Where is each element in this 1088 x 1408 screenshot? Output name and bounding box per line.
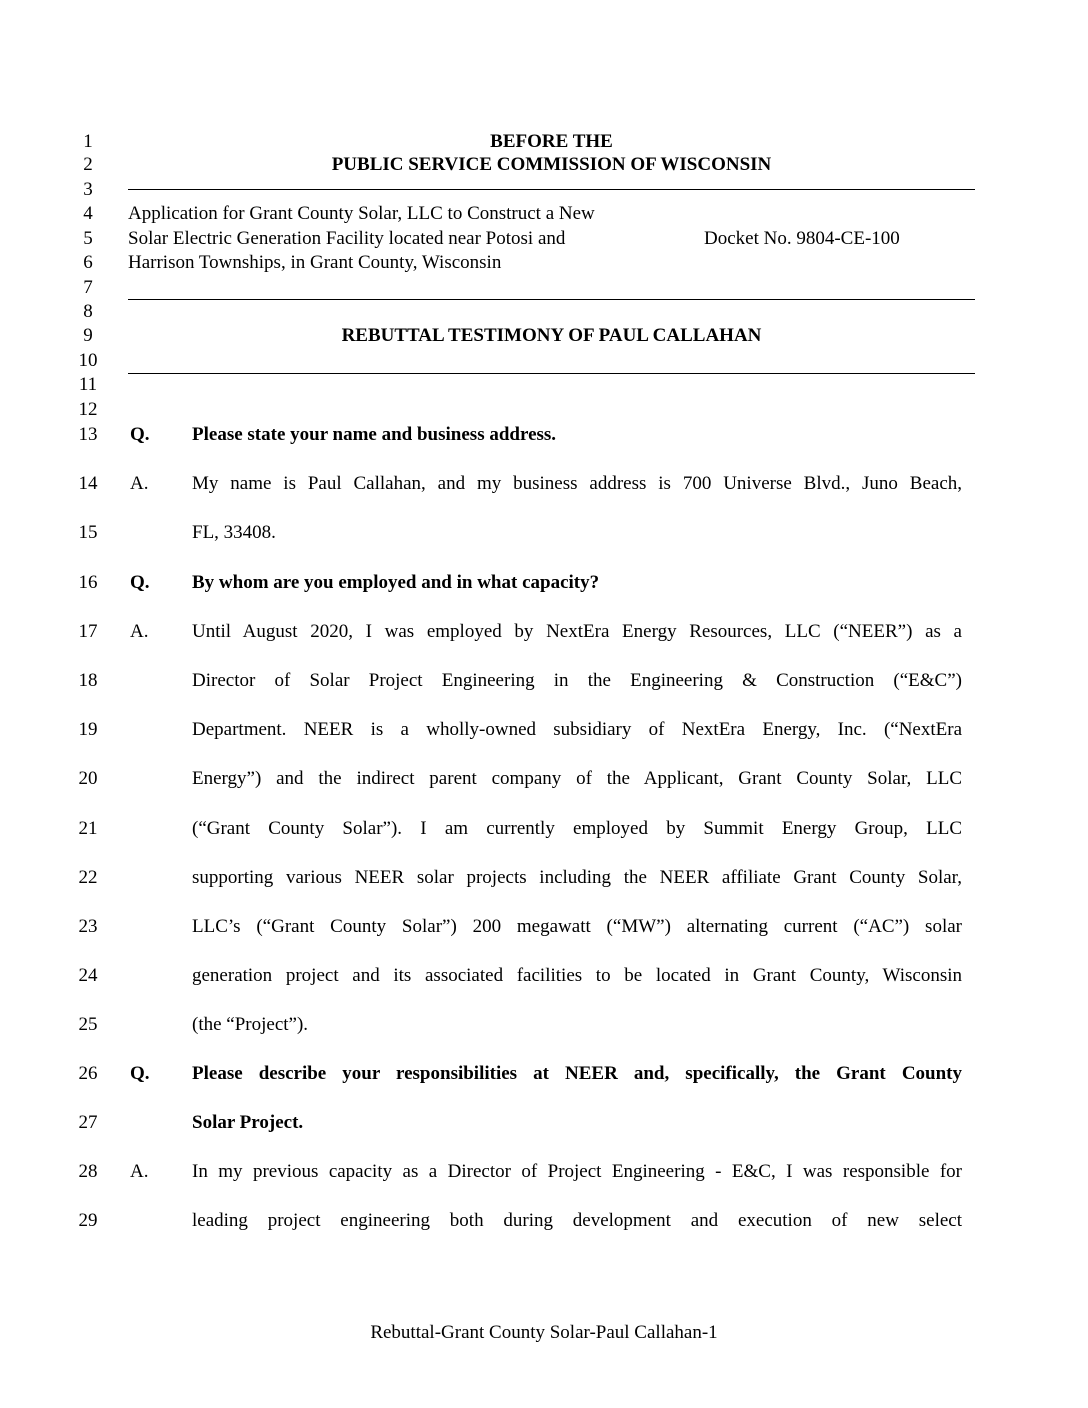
line-number: 20 (78, 768, 98, 789)
line-number: 5 (83, 228, 93, 249)
line-number: 12 (78, 399, 98, 420)
caption-line-3: Harrison Townships, in Grant County, Wisconsin (128, 252, 502, 273)
answer-text: generation project and its associated facilities to be located in Grant County, Wisconsin (192, 965, 962, 986)
line-number: 14 (78, 473, 98, 494)
answer-text: In my previous capacity as a Director of Project Engineering - E&C, I was responsible for (192, 1161, 962, 1182)
answer-text: My name is Paul Callahan, and my business address is 700 Universe Blvd., Juno Beach, (192, 473, 962, 494)
line-number: 7 (83, 277, 93, 298)
line-number: 2 (83, 154, 93, 175)
header-before-the: BEFORE THE (490, 131, 613, 152)
question-text: Please describe your responsibilities at NEER and, specifically, the Grant County (192, 1063, 962, 1084)
line-number: 21 (78, 818, 98, 839)
answer-text: leading project engineering both during development and execution of new select (192, 1210, 962, 1231)
header-commission: PUBLIC SERVICE COMMISSION OF WISCONSIN (331, 154, 772, 175)
line-number: 25 (78, 1014, 98, 1035)
line-number: 22 (78, 867, 98, 888)
answer-text: Department. NEER is a wholly-owned subsidiary of NextEra Energy, Inc. (“NextEra (192, 719, 962, 740)
docket-number: Docket No. 9804-CE-100 (704, 228, 900, 249)
divider-middle (128, 299, 975, 300)
question-text: By whom are you employed and in what capacity? (192, 572, 600, 593)
line-number: 29 (78, 1210, 98, 1231)
line-number: 19 (78, 719, 98, 740)
answer-text: Energy”) and the indirect parent company of the Applicant, Grant County Solar, LLC (192, 768, 962, 789)
line-number: 8 (83, 301, 93, 322)
line-number: 4 (83, 203, 93, 224)
line-number: 15 (78, 522, 98, 543)
line-number: 1 (83, 131, 93, 152)
question-marker: Q. (130, 424, 150, 445)
divider-top (128, 189, 975, 190)
answer-text: FL, 33408. (192, 522, 276, 543)
line-number: 10 (78, 350, 98, 371)
answer-text: (the “Project”). (192, 1014, 309, 1035)
answer-marker: A. (130, 1161, 149, 1182)
line-number: 3 (83, 179, 93, 200)
caption-line-1: Application for Grant County Solar, LLC to Construct a New (128, 203, 595, 224)
answer-text: supporting various NEER solar projects including the NEER affiliate Grant County Solar, (192, 867, 962, 888)
answer-marker: A. (130, 473, 149, 494)
answer-text: (“Grant County Solar”). I am currently employed by Summit Energy Group, LLC (192, 818, 962, 839)
line-number: 9 (83, 325, 93, 346)
line-number: 26 (78, 1063, 98, 1084)
line-number: 27 (78, 1112, 98, 1133)
answer-text: LLC’s (“Grant County Solar”) 200 megawatt (“MW”) alternating current (“AC”) solar (192, 916, 962, 937)
answer-text: Until August 2020, I was employed by NextEra Energy Resources, LLC (“NEER”) as a (192, 621, 962, 642)
line-number: 17 (78, 621, 98, 642)
line-number: 23 (78, 916, 98, 937)
testimony-title: REBUTTAL TESTIMONY OF PAUL CALLAHAN (341, 325, 762, 346)
line-number: 16 (78, 572, 98, 593)
question-marker: Q. (130, 1063, 150, 1084)
page-footer: Rebuttal-Grant County Solar-Paul Callahan-1 (370, 1322, 718, 1343)
answer-text: Director of Solar Project Engineering in the Engineering & Construction (“E&C”) (192, 670, 962, 691)
answer-marker: A. (130, 621, 149, 642)
line-number: 6 (83, 252, 93, 273)
question-text: Please state your name and business address. (192, 424, 557, 445)
divider-bottom (128, 373, 975, 374)
line-number: 13 (78, 424, 98, 445)
line-number: 24 (78, 965, 98, 986)
caption-line-2: Solar Electric Generation Facility located near Potosi and (128, 228, 566, 249)
line-number: 18 (78, 670, 98, 691)
question-text: Solar Project. (192, 1112, 304, 1133)
line-number: 11 (78, 374, 98, 395)
line-number: 28 (78, 1161, 98, 1182)
question-marker: Q. (130, 572, 150, 593)
